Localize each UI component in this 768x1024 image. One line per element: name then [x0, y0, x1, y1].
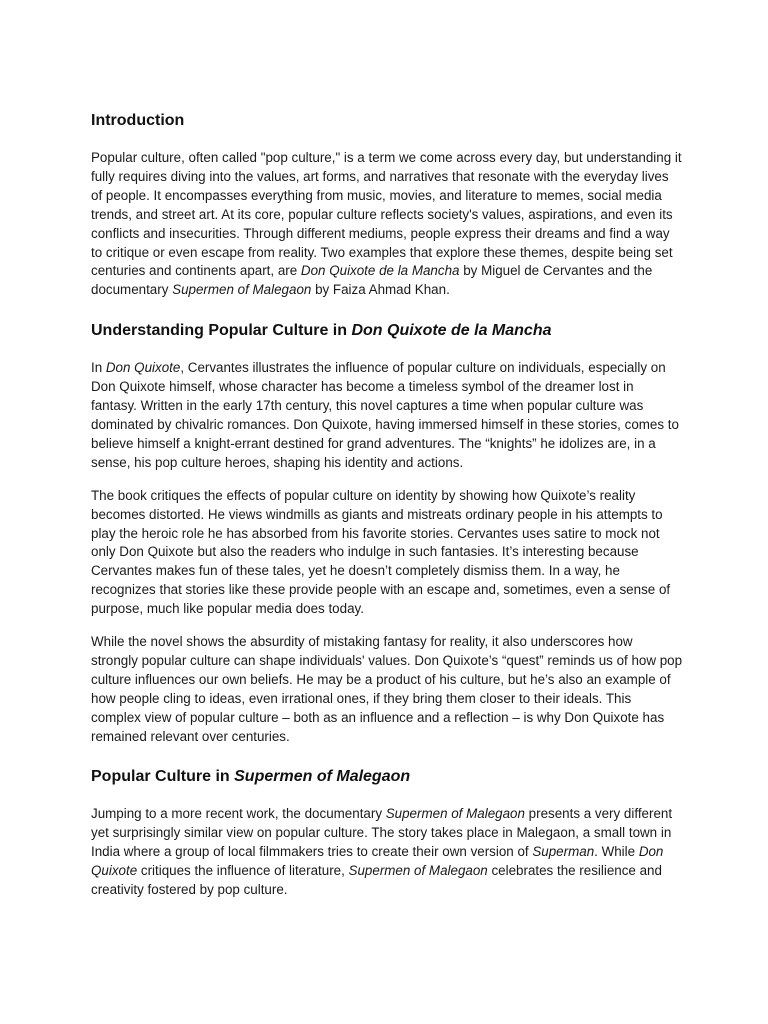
don-quixote-paragraph-2: The book critiques the effects of popular culture on identity by showing how Quixote’s reality becomes distorted. He views windmills as giants and mistreats ordinary people in his attempts to play the heroic role he has absorbed from his favorite stories. Cervantes uses satire to mock not only Don Quixote but also the readers who indulge in such fantasies. It’s interesting because Cervantes makes fun of these tales, yet he doesn’t completely dismiss them. In a way, he recognizes that stories like these provide people with an escape and, sometimes, even a sense of purpose, much like popular media does today. [91, 487, 671, 617]
malegaon-paragraph-1: Jumping to a more recent work, the documentary Supermen of Malegaon presents a very different yet surprisingly similar view on popular culture. The story takes place in Malegaon, a small town in India where a group of local filmmakers tries to create their own version of Superman. While Don Quixote critiques the influence of literature, Supermen of Malegaon celebrates the resilience and creativity fostered by pop culture. [91, 806, 673, 898]
heading-supermen-of-malegaon: Popular Culture in Supermen of Malegaon [91, 768, 411, 786]
document-body [91, 110, 683, 900]
heading-introduction: Introduction [91, 112, 185, 129]
heading-don-quixote: Understanding Popular Culture in Don Quixote de la Mancha [91, 322, 552, 340]
don-quixote-paragraph-3: While the novel shows the absurdity of mistaking fantasy for reality, it also underscores how strongly popular culture can shape individuals' values. Don Quixote’s “quest” reminds us of how pop culture influences our own beliefs. He may be a product of his culture, but he’s also an example of how people cling to ideas, even irrational ones, if they bring them closer to their ideals. This complex view of popular culture – both as an influence and a reflection – is why Don Quixote has remained relevant over centuries. [91, 634, 683, 744]
intro-paragraph: Popular culture, often called "pop culture," is a term we come across every day, but understanding it fully requires diving into the values, art forms, and narratives that resonate with the everyday lives of people. It encompasses everything from music, movies, and literature to memes, social media trends, and street art. At its core, popular culture reflects society's values, aspirations, and even its conflicts and insecurities. Through different mediums, people express their dreams and find a way to critique or even escape from reality. Two examples that explore these themes, despite being set centuries and continents apart, are Don Quixote de la Mancha by Miguel de Cervantes and the documentary Supermen of Malegaon by Faiza Ahmad Khan. [91, 150, 682, 298]
don-quixote-paragraph-1: In Don Quixote, Cervantes illustrates the influence of popular culture on individuals, especially on Don Quixote himself, whose character has become a timeless symbol of the dreamer lost in fantasy. Written in the early 17th century, this novel captures a time when popular culture was dominated by chivalric romances. Don Quixote, having immersed himself in these stories, comes to believe himself a knight-errant destined for grand adventures. The “knights” he idolizes are, in a sense, his pop culture heroes, shaping his identity and actions. [91, 360, 679, 470]
